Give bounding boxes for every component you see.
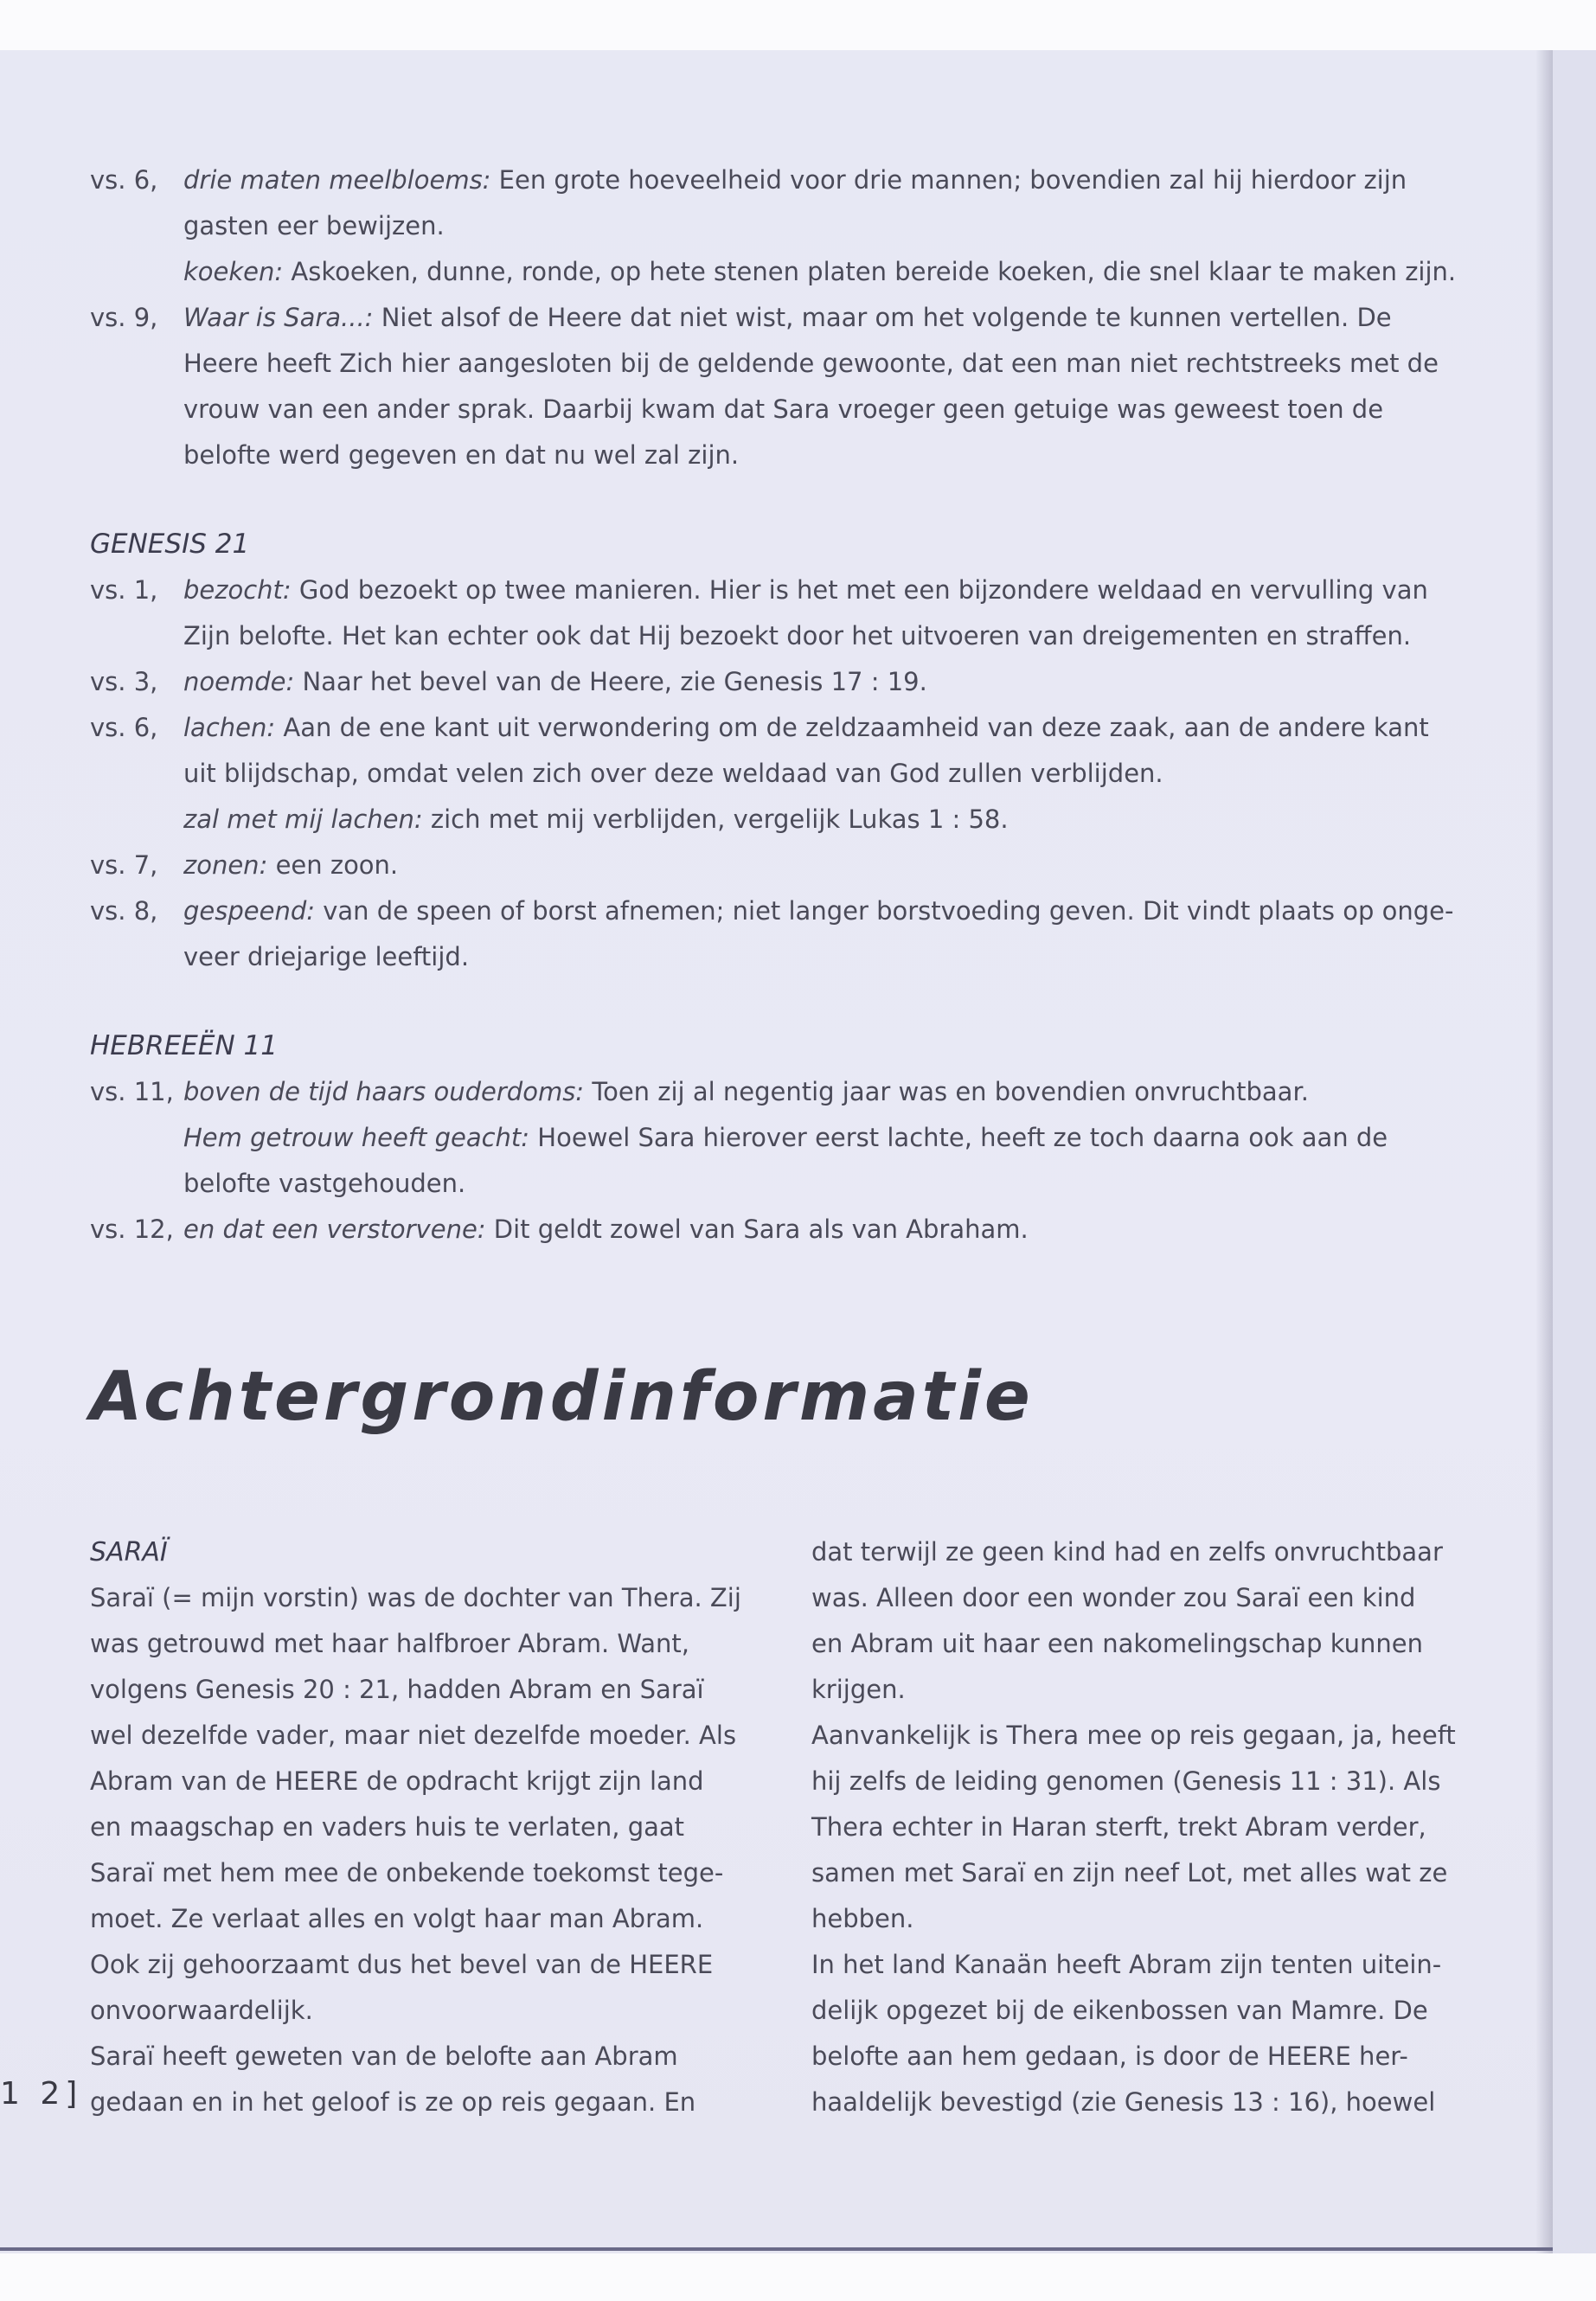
note-text: Askoeken, dunne, ronde, op hete stenen platen bereide koeken, die snel klaar te maken zijn. [291,257,1457,286]
verse-note [90,705,1474,797]
note-term: gespeend: [183,896,316,926]
note-term: Waar is Sara...: [183,303,374,332]
note-term: lachen: [183,713,276,742]
body-line: In het land Kanaän heeft Abram zijn tenten uitein- [811,1950,1442,1979]
note-line [183,341,1474,387]
note-term: zal met mij lachen: [183,804,423,834]
notes-genesis-21 [90,567,1474,980]
body-line: en Abram uit haar een nakomelingschap kunnen [811,1629,1423,1658]
note-text: Hoewel Sara hierover eerst lachte, heeft ze toch daarna ook aan de [537,1123,1388,1152]
note-line [183,659,1474,705]
note-term: koeken: [183,257,284,286]
note-line [183,1069,1474,1115]
sarai-column-left [90,1529,747,2125]
verse-reference: vs. 1, [90,575,158,605]
body-line: krijgen. [811,1675,906,1704]
verse-reference: vs. 8, [90,896,158,926]
body-line: was. Alleen door een wonder zou Saraï een kind [811,1583,1416,1612]
verse-note [90,843,1474,888]
verse-reference: vs. 6, [90,713,158,742]
verse-notes [90,157,1474,1253]
note-line [183,1161,1474,1207]
body-line: gedaan en in het geloof is ze op reis gegaan. En [90,2087,696,2117]
note-text: Toen zij al negentig jaar was en bovendien onvruchtbaar. [592,1077,1309,1106]
note-term: boven de tijd haars ouderdoms: [183,1077,585,1106]
body-line: moet. Ze verlaat alles en volgt haar man Abram. [90,1904,704,1933]
note-text: Een grote hoeveelheid voor drie mannen; bovendien zal hij hierdoor zijn [498,165,1407,195]
note-text: Heere heeft Zich hier aangesloten bij de geldende gewoonte, dat een man niet rechtstreeks met de [183,349,1439,378]
note-term: en dat een verstorvene: [183,1215,486,1244]
note-term: zonen: [183,850,268,880]
body-line: onvoorwaardelijk. [90,1996,313,2025]
body-line: hebben. [811,1904,914,1933]
note-line [183,613,1474,659]
note-text: veer driejarige leeftijd. [183,942,470,971]
body-line: wel dezelfde vader, maar niet dezelfde moeder. Als [90,1721,737,1750]
note-text: van de speen of borst afnemen; niet langer borstvoeding geven. Dit vindt plaats op onge- [323,896,1454,926]
body-line: Ook zij gehoorzaamt dus het bevel van de HEERE [90,1950,714,1979]
body-line: was getrouwd met haar halfbroer Abram. Want, [90,1629,689,1658]
note-line [183,888,1474,934]
note-line [183,797,1474,843]
verse-reference: vs. 11, [90,1077,174,1106]
body-line: Saraï (= mijn vorstin) was de dochter van Thera. Zij [90,1583,741,1612]
verse-note [90,888,1474,980]
body-line: hij zelfs de leiding genomen (Genesis 11 : 31). Als [811,1766,1441,1796]
note-text: een zoon. [275,850,399,880]
verse-reference: vs. 6, [90,165,158,195]
sarai-text-right [811,1529,1469,2125]
verse-reference: vs. 7, [90,850,158,880]
body-line: samen met Saraï en zijn neef Lot, met alles wat ze [811,1858,1448,1888]
note-line [183,705,1474,751]
body-line: Aanvankelijk is Thera mee op reis gegaan, ja, heeft [811,1721,1456,1750]
page-heading: Achtergrondinformatie [90,1358,1034,1436]
verse-note [90,157,1474,249]
notes-genesis-18 [90,157,1474,478]
section-title-hebreeen-11: HEBREEËN 11 [90,1030,278,1061]
note-line [183,249,1474,295]
note-text: Naar het bevel van de Heere, zie Genesis 17 : 19. [302,667,927,696]
verse-note [90,659,1474,705]
note-line [183,203,1474,249]
note-term: drie maten meelbloems: [183,165,491,195]
verse-note [90,1069,1474,1115]
note-line [183,1207,1474,1253]
sarai-subheading: SARAÏ [90,1537,168,1567]
note-term: Hem getrouw heeft geacht: [183,1123,530,1152]
verse-note [90,1115,1474,1207]
verse-note [90,567,1474,659]
note-text: belofte vastgehouden. [183,1169,466,1198]
body-line: dat terwijl ze geen kind had en zelfs onvruchtbaar [811,1537,1443,1567]
body-line: Thera echter in Haran sterft, trekt Abram verder, [811,1812,1426,1842]
adjacent-page-strip [1553,50,1596,2253]
sarai-column-right [811,1529,1469,2125]
verse-note [90,249,1474,295]
note-line [183,157,1474,203]
body-line: en maagschap en vaders huis te verlaten, gaat [90,1812,685,1842]
body-line: delijk opgezet bij de eikenbossen van Mamre. De [811,1996,1428,2025]
section-title-genesis-21: GENESIS 21 [90,529,250,560]
sarai-text-left [90,1575,747,2125]
body-line: haaldelijk bevestigd (zie Genesis 13 : 16), hoewel [811,2087,1436,2117]
body-line: volgens Genesis 20 : 21, hadden Abram en Saraï [90,1675,704,1704]
note-term: bezocht: [183,575,292,605]
page-number: 1 2] [0,2076,83,2112]
note-text: uit blijdschap, omdat velen zich over deze weldaad van God zullen verblijden. [183,759,1163,788]
verse-note [90,295,1474,478]
note-text: Zijn belofte. Het kan echter ook dat Hij bezoekt door het uitvoeren van dreigementen en straffen. [183,621,1412,651]
note-text: vrouw van een ander sprak. Daarbij kwam dat Sara vroeger geen getuige was geweest toen de [183,394,1384,424]
body-line: Saraï heeft geweten van de belofte aan Abram [90,2041,678,2071]
verse-note [90,797,1474,843]
page-edge-shadow [1535,50,1553,2253]
note-line [183,567,1474,613]
note-text: gasten eer bewijzen. [183,211,445,240]
notes-hebreeen-11 [90,1069,1474,1253]
verse-reference: vs. 12, [90,1215,174,1244]
note-text: Dit geldt zowel van Sara als van Abraham. [493,1215,1029,1244]
note-term: noemde: [183,667,295,696]
note-line [183,387,1474,433]
verse-reference: vs. 9, [90,303,158,332]
note-line [183,843,1474,888]
note-line [183,751,1474,797]
verse-note [90,1207,1474,1253]
bottom-rule [0,2247,1553,2251]
note-line [183,433,1474,478]
note-text: zich met mij verblijden, vergelijk Lukas 1 : 58. [430,804,1009,834]
note-line [183,295,1474,341]
note-text: Niet alsof de Heere dat niet wist, maar om het volgende te kunnen vertellen. De [381,303,1392,332]
body-line: Abram van de HEERE de opdracht krijgt zijn land [90,1766,704,1796]
note-text: belofte werd gegeven en dat nu wel zal zijn. [183,440,740,470]
note-text: God bezoekt op twee manieren. Hier is het met een bijzondere weldaad en vervulling van [298,575,1428,605]
note-line [183,1115,1474,1161]
verse-reference: vs. 3, [90,667,158,696]
note-text: Aan de ene kant uit verwondering om de zeldzaamheid van deze zaak, aan de andere kant [283,713,1429,742]
note-line [183,934,1474,980]
body-line: Saraï met hem mee de onbekende toekomst tege- [90,1858,724,1888]
body-line: belofte aan hem gedaan, is door de HEERE her- [811,2041,1408,2071]
